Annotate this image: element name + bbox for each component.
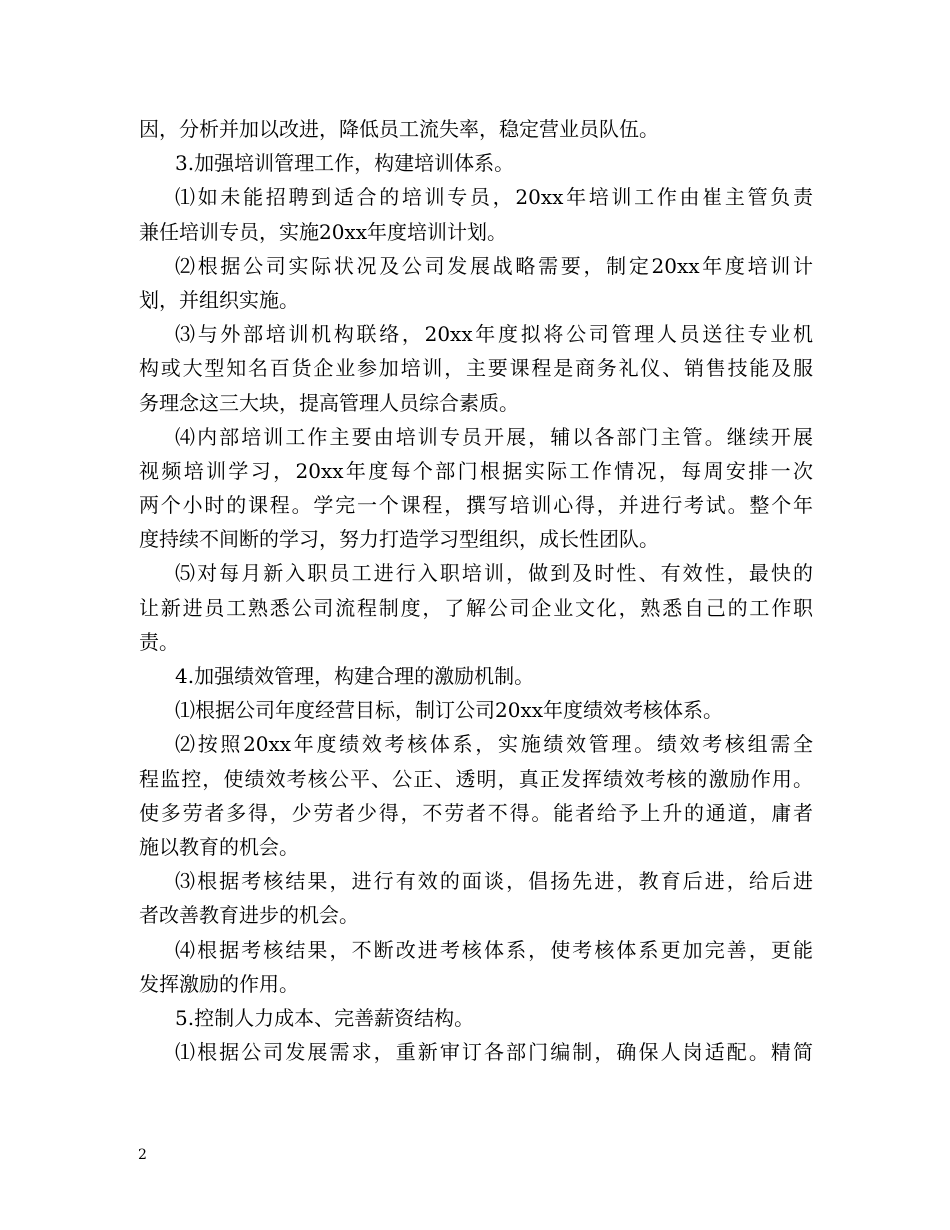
text-line: 程监控，使绩效考核公平、公正、透明，真正发挥绩效考核的激励作用。 — [139, 766, 813, 791]
text-line: ⑴根据公司年度经营目标，制订公司20xx年度绩效考核体系。 — [175, 698, 724, 723]
text-line: ⑴如未能招聘到适合的培训专员，20xx年培训工作由崔主管负责 — [175, 185, 813, 210]
text-line: ⑷内部培训工作主要由培训专员开展，辅以各部门主管。继续开展 — [175, 424, 813, 449]
text-line: ⑶与外部培训机构联络，20xx年度拟将公司管理人员送往专业机 — [175, 322, 813, 347]
text-line: 兼任培训专员，实施20xx年度培训计划。 — [139, 219, 508, 244]
text-line: 划，并组织实施。 — [139, 287, 299, 312]
text-line: 度持续不间断的学习，努力打造学习型组织，成长性团队。 — [139, 527, 659, 552]
text-line: ⑵按照20xx年度绩效考核体系，实施绩效管理。绩效考核组需全 — [175, 732, 813, 757]
text-line: ⑵根据公司实际状况及公司发展战略需要，制定20xx年度培训计 — [175, 253, 813, 278]
text-line: 让新进员工熟悉公司流程制度，了解公司企业文化，熟悉自己的工作职 — [139, 595, 813, 620]
text-line: 因，分析并加以改进，降低员工流失率，稳定营业员队伍。 — [139, 117, 659, 141]
text-line: 3.加强培训管理工作，构建培训体系。 — [175, 151, 515, 176]
text-line: 责。 — [139, 629, 179, 654]
text-line: 发挥激励的作用。 — [139, 971, 299, 996]
text-line: 5.控制人力成本、完善薪资结构。 — [175, 1005, 475, 1030]
text-line: 视频培训学习，20xx年度每个部门根据实际工作情况，每周安排一次 — [139, 458, 813, 483]
text-line: ⑴根据公司发展需求，重新审订各部门编制，确保人岗适配。精简 — [175, 1040, 813, 1065]
text-line: 两个小时的课程。学完一个课程，撰写培训心得，并进行考试。整个年 — [139, 493, 813, 518]
text-line: 施以教育的机会。 — [139, 834, 299, 859]
text-line: 4.加强绩效管理，构建合理的激励机制。 — [175, 664, 535, 688]
text-line: ⑶根据考核结果，进行有效的面谈，倡扬先进，教育后进，给后进 — [175, 869, 813, 894]
text-line: 使多劳者多得，少劳者少得，不劳者不得。能者给予上升的通道，庸者 — [139, 800, 813, 825]
document-body — [139, 112, 813, 1069]
text-line: 务理念这三大块，提高管理人员综合素质。 — [139, 390, 519, 415]
text-line: ⑸对每月新入职员工进行入职培训，做到及时性、有效性，最快的 — [175, 561, 813, 586]
text-line: 者改善教育进步的机会。 — [139, 903, 359, 928]
text-line: 构或大型知名百货企业参加培训，主要课程是商务礼仪、销售技能及服 — [139, 356, 813, 381]
text-line: ⑷根据考核结果，不断改进考核体系，使考核体系更加完善，更能 — [175, 937, 813, 962]
page-number: 2 — [138, 1147, 147, 1163]
